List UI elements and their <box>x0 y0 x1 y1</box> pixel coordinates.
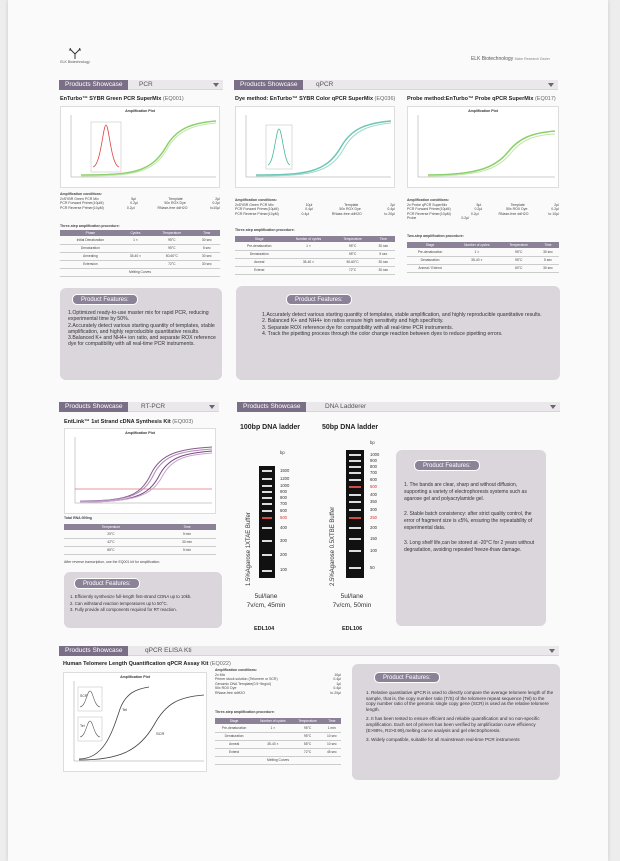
product-name: Probe method:EnTurbo™ Probe qPCR SuperMix <box>407 96 534 102</box>
gel1-bp-unit: bp <box>280 450 285 455</box>
features-list <box>70 594 220 614</box>
bp-label: 150 <box>370 536 377 541</box>
product-name: EnTurbo™ SYBR Green PCR SuperMix <box>60 96 162 102</box>
table-row: Denaturation 95°C 10 sec <box>215 732 341 740</box>
gel2-code: EDL106 <box>342 626 363 632</box>
table-header-row: Stage Number of cycles Temperature Time <box>235 236 395 242</box>
feature-item: 2. Stable batch consistency: after strict quality control, the error of fragment size is ≤5%, ensuring the repeatability of experimental data. <box>404 511 533 531</box>
bp-label: 800 <box>370 464 377 469</box>
brand-text: ELK Biotechnology <box>470 56 514 62</box>
rtpcr-amplification-plot <box>64 428 216 514</box>
product-code: (EQ001) <box>162 96 184 102</box>
table-row: 85°C 5 min <box>64 546 216 554</box>
elisa-procedure-title: Three-step amplification procedure: <box>215 710 275 714</box>
table-header-row: Stage Number of cycles Temperature Time <box>407 242 559 248</box>
pcr-plot-curves <box>61 107 219 187</box>
plot-title: Amplification Plot <box>125 431 155 435</box>
condition-row: PCR Reverse Primer(10μM) 0.2μl RNase-free ddH2O to 10μl <box>407 211 559 216</box>
pcr-amplification-plot <box>60 106 220 188</box>
conditions-title: Amplification conditions: <box>407 198 449 202</box>
brochure-page <box>8 0 608 861</box>
chevron-down-icon[interactable] <box>550 405 556 409</box>
condition-row: PCR Forward Primer(10μM) 0.4μl 50x ROX Dye 0.4μl <box>235 207 395 212</box>
plot-label-tel-inset: Tel <box>80 724 85 728</box>
bp-label: 400 <box>280 525 287 530</box>
bp-label: 400 <box>370 492 377 497</box>
qpcr-sybr-plot <box>235 106 395 188</box>
brand-name <box>471 56 550 62</box>
product-code: (EQ017) <box>534 96 556 102</box>
condition-row: PCR Reverse Primer(10μM) 0.2μl RNase-free ddH2O to10μl <box>60 205 220 210</box>
feature-item: 1. The bands are clear, sharp and without diffusion, supporting a variety of electrophoresis systems such as agarose gel and polyacrylamide gel. <box>404 482 527 502</box>
bp-label-highlight: 500 <box>370 484 377 489</box>
condition-row: Probe 0.2μl <box>407 216 469 221</box>
logo-text: ELK Biotechnology <box>60 60 90 64</box>
bp-label: 700 <box>280 501 287 506</box>
condition-row: 50x ROX Dye 0.4μl <box>215 686 341 691</box>
table-row: Anneal 35-40 × 55°C 10 sec <box>215 740 341 748</box>
pcr-features-box <box>60 288 222 380</box>
product-features-button[interactable]: Product Features: <box>374 672 440 683</box>
product-name: Human Telomere Length Quantification qPCR Assay Kit <box>63 661 209 667</box>
features-list <box>366 690 554 743</box>
bp-label-highlight: 250 <box>370 515 377 520</box>
bp-label: 200 <box>370 525 377 530</box>
bp-label: 800 <box>280 495 287 500</box>
table-row: Denaturation 95°C 5 sec <box>235 250 395 258</box>
section-subtitle: qPCR <box>316 81 334 88</box>
gel1-buffer-label: 1.5%Agarose 1XTAE Buffer <box>246 512 252 586</box>
elisa-plot-curves <box>64 673 206 771</box>
bp-label-highlight: 500 <box>280 515 287 520</box>
dna-section-header <box>237 402 560 412</box>
section-badge: Products Showcase <box>59 646 128 656</box>
product-features-button[interactable]: Product Features: <box>286 294 352 305</box>
rtpcr-note: After reverse transcription, use the EQ001 kit for amplification. <box>64 560 161 564</box>
product-code: (EQ036) <box>374 96 396 102</box>
feature-item: 3.Balanced K+ and NH4+ ion ratio, and separate ROX reference dye for compatibility with all real-time PCR instruments. <box>68 335 216 348</box>
product-features-button[interactable]: Product Features: <box>72 294 138 305</box>
elisa-section-header <box>59 646 559 656</box>
condition-row: 2xSYBR Green PCR Mix 10μl Template 2μl <box>235 202 395 207</box>
table-row: Denaturation 95°C 5 sec <box>60 244 220 252</box>
features-list <box>404 482 540 554</box>
pcr-section-header <box>59 80 223 90</box>
table-row: Pre-denaturation 1 × 95°C 1 min <box>215 724 341 732</box>
lane-volume: 5ul/lane <box>340 593 364 600</box>
qpcr-section-header <box>234 80 558 90</box>
feature-item: 1.Optimized ready-to-use master mix for rapid PCR, reducing experimental time by 50%. <box>68 310 209 323</box>
brand-tagline: Make Research Easier <box>514 57 550 61</box>
bp-label: 100 <box>280 567 287 572</box>
rtpcr-temperature-table <box>64 524 216 555</box>
section-badge: Products Showcase <box>59 402 128 412</box>
rtpcr-plot-curves <box>65 429 215 513</box>
plot-title: Amplification Plot <box>120 675 150 679</box>
chevron-down-icon[interactable] <box>213 83 219 87</box>
feature-item: 1. Relative quantitative qPCR is used to directly compare the average telomere length of the sample, that is, the copy number ratio (T/S) of the telomere repeat sequence (Tel) to the copy number ratio of the genomic single copy gene (SCR) is used as the relative telomere length. <box>366 690 554 712</box>
table-footer-row: Melting Curves <box>215 756 341 764</box>
ladder1-title: 100bp DNA ladder <box>240 424 301 431</box>
qpcr-probe-curves <box>408 107 558 187</box>
table-row: Extend 72°C 30 sec <box>235 266 395 274</box>
gel1-lane <box>259 466 275 578</box>
table-header-row: Phase Cycles Temperature Time <box>60 230 220 236</box>
bp-label: 900 <box>280 489 287 494</box>
bp-label: 100 <box>370 548 377 553</box>
bp-label: 1200 <box>280 476 290 481</box>
gel1-run-conditions <box>236 592 296 610</box>
table-header-row: Stage Number of cycles Temperature Time <box>215 718 341 724</box>
bp-label: 300 <box>370 507 377 512</box>
condition-row: Genomic DNA Template(0.5~5ng/ul) 1μl <box>215 681 341 686</box>
table-row: Extension 72°C 30 sec <box>60 260 220 268</box>
elisa-product-title <box>63 661 231 667</box>
bp-label: 700 <box>370 470 377 475</box>
condition-row: PCR Forward Primer(10μM) 0.2μl 50x ROX Dye 0.2μl <box>60 201 220 206</box>
company-logo <box>60 48 90 64</box>
condition-row: RNase-free ddH2O to 20μl <box>215 690 341 695</box>
table-row: 25°C 5 min <box>64 530 216 538</box>
qpcr-procedure-title-1: Three-step amplification procedure: <box>235 228 295 232</box>
feature-item: 3. Fully provide all components required for RT reaction. <box>70 607 177 613</box>
features-list <box>68 310 218 348</box>
product-name: EntLink™ 1st Strand cDNA Synthesis Kit <box>64 419 171 425</box>
condition-row: 2x Probe qPCR SuperMix 5μl Template 2μl <box>407 202 559 207</box>
section-badge: Products Showcase <box>237 402 306 412</box>
qpcr-features-box <box>236 286 560 380</box>
qpcr-product-title-1 <box>235 96 395 102</box>
bp-label: 300 <box>280 538 287 543</box>
rtpcr-features-box <box>64 572 222 628</box>
feature-item: 2. Can withstand reaction temperatures up to 50°C. <box>70 600 168 606</box>
plot-label-scr-inset: SCR <box>80 694 88 698</box>
qpcr-probe-plot <box>407 106 559 188</box>
gel2-bp-unit: bp <box>370 440 375 445</box>
run-voltage: 7v/cm, 45min <box>246 602 286 609</box>
elisa-features-box <box>352 664 560 780</box>
condition-row: Primer stock solution (Telomere or SCR) 0.4μl <box>215 677 341 682</box>
section-badge: Products Showcase <box>234 80 303 90</box>
table-row: Anneal 35-40 × 50-60°C 30 sec <box>235 258 395 266</box>
bp-label: 600 <box>280 508 287 513</box>
section-subtitle: RT-PCR <box>141 403 166 410</box>
features-list <box>262 312 554 337</box>
rtpcr-product-title <box>64 419 193 425</box>
pcr-procedure-title: Three-step amplification procedure: <box>60 224 120 228</box>
ladder2-title: 50bp DNA ladder <box>322 424 379 431</box>
bp-label: 600 <box>370 477 377 482</box>
product-features-button[interactable]: Product Features: <box>414 460 480 471</box>
feature-item: 2. Balanced K+ and NH4+ ion ratios ensure high sensitivity and high specificity. <box>262 318 444 325</box>
bp-label: 1000 <box>370 452 380 457</box>
table-row: 42°C 30 min <box>64 538 216 546</box>
lane-volume: 5ul/lane <box>254 593 278 600</box>
section-subtitle: PCR <box>139 81 153 88</box>
qpcr-procedure-title-2: Two-step amplification procedure: <box>407 234 464 238</box>
conditions-title: Amplification conditions: <box>235 198 277 202</box>
gel2-run-conditions <box>322 592 382 610</box>
pcr-procedure-table <box>60 230 220 277</box>
product-code: (EQ003) <box>172 419 194 425</box>
table-header-row: Temperature Time <box>64 524 216 530</box>
feature-item: 3. Separate ROX reference dye for compatibility with all real-time PCR instruments. <box>262 324 454 331</box>
table-row: Denaturation 35-40 × 95°C 5 sec <box>407 256 559 264</box>
product-features-button[interactable]: Product Features: <box>74 578 140 589</box>
product-name: Dye method: EnTurbo™ SYBR Color qPCR SuperMix <box>235 96 374 102</box>
qpcr-conditions-2 <box>407 198 559 221</box>
conditions-title: Amplification conditions: <box>60 192 102 196</box>
feature-item: 3. Long shelf life,can be stored at -20°C for 2 years without degradation, avoiding repeated freeze-thaw damage. <box>404 540 535 553</box>
qpcr-procedure-table-1 <box>235 236 395 275</box>
antler-logo-icon <box>67 48 83 60</box>
condition-row: 2xSYBR Green PCR Mix 5μl Template 2μl <box>60 196 220 201</box>
bp-label: 1000 <box>280 483 290 488</box>
table-row: Anneal / Extend 60°C 30 sec <box>407 264 559 272</box>
table-row: Initial Denaturation 1 × 95°C 30 sec <box>60 236 220 244</box>
bp-label: 50 <box>370 565 375 570</box>
table-row: Extend 72°C 45 sec <box>215 748 341 756</box>
plot-title: Amplification Plot <box>468 109 498 113</box>
run-voltage: 7v/cm, 50min <box>332 602 372 609</box>
bp-label: 1500 <box>280 468 290 473</box>
feature-item: 3. Widely compatible, suitable for all mainstream real-time PCR instruments <box>366 737 520 743</box>
table-footer-row: Melting Curves <box>60 268 220 276</box>
plot-label-tel: Tel <box>122 707 128 712</box>
elisa-amplification-plot <box>63 672 207 772</box>
qpcr-product-title-2 <box>407 96 556 102</box>
bp-label: 350 <box>370 499 377 504</box>
condition-row: PCR Forward Primer(10μM) 0.2μl 50x ROX Dye 0.2μl <box>407 207 559 212</box>
table-row: Pre-denaturation 1 × 95°C 30 sec <box>407 248 559 256</box>
feature-item: 2. It has been tested to ensure efficient and reliable quantification and no non-specific amplification. Each set of primers has been verified by amplification curve efficiency (E>98%, R2>0.99),melting curve analysis and gel electrophoresis. <box>366 716 540 733</box>
elisa-conditions <box>215 668 341 696</box>
qpcr-conditions-1 <box>235 198 395 216</box>
feature-item: 2.Accurately detect various starting quantity of templates, stable amplification, and highly reproducible quantitative results. <box>68 322 215 335</box>
feature-item: 1. Efficiently synthesize full-length first-strand CDNA up to 10kb. <box>70 594 192 599</box>
plot-title: Amplification Plot <box>125 109 155 113</box>
section-badge: Products Showcase <box>59 80 128 90</box>
table-row: Pre-denaturation 1 × 95°C 30 sec <box>235 242 395 250</box>
feature-item: 1.Accurately detect various starting quantity of templates, stable amplification, and highly reproducible quantitative results. <box>262 312 542 318</box>
section-subtitle: qPCR ELISA Kti <box>145 647 192 654</box>
chevron-down-icon[interactable] <box>548 83 554 87</box>
qpcr-sybr-curves <box>236 107 394 187</box>
section-subtitle: DNA Ladderer <box>325 403 367 410</box>
pcr-conditions <box>60 192 220 210</box>
chevron-down-icon[interactable] <box>549 649 555 653</box>
table-row: Annealing 35-40 × 50-60°C 30 sec <box>60 252 220 260</box>
condition-row: PCR Reverse Primer(10μM) 0.4μl RNase-free ddH2O to 20μl <box>235 211 395 216</box>
qpcr-procedure-table-2 <box>407 242 559 273</box>
chevron-down-icon[interactable] <box>209 405 215 409</box>
gel2-lane <box>346 450 364 578</box>
conditions-title: Amplification conditions: <box>215 668 257 672</box>
product-code: (EQ022) <box>210 661 231 667</box>
elisa-procedure-table <box>215 718 341 765</box>
bp-label: 900 <box>370 458 377 463</box>
gel1-code: EDL104 <box>254 626 275 632</box>
gel2-buffer-label: 2.5%Agarose 0.5XTBE Buffer <box>330 506 336 586</box>
pcr-product-title <box>60 96 184 102</box>
plot-label-scr: SCR <box>156 731 165 736</box>
bp-label: 200 <box>280 552 287 557</box>
rtpcr-rna-amount: Total RNA:500ng <box>64 516 92 520</box>
feature-item: 4. Track the pipetting process through the color change reaction between dyes to reduce pipetting errors. <box>262 330 503 337</box>
rtpcr-section-header <box>59 402 219 412</box>
condition-row: 2x Mix 10μl <box>215 672 341 677</box>
dna-features-box <box>396 450 546 626</box>
